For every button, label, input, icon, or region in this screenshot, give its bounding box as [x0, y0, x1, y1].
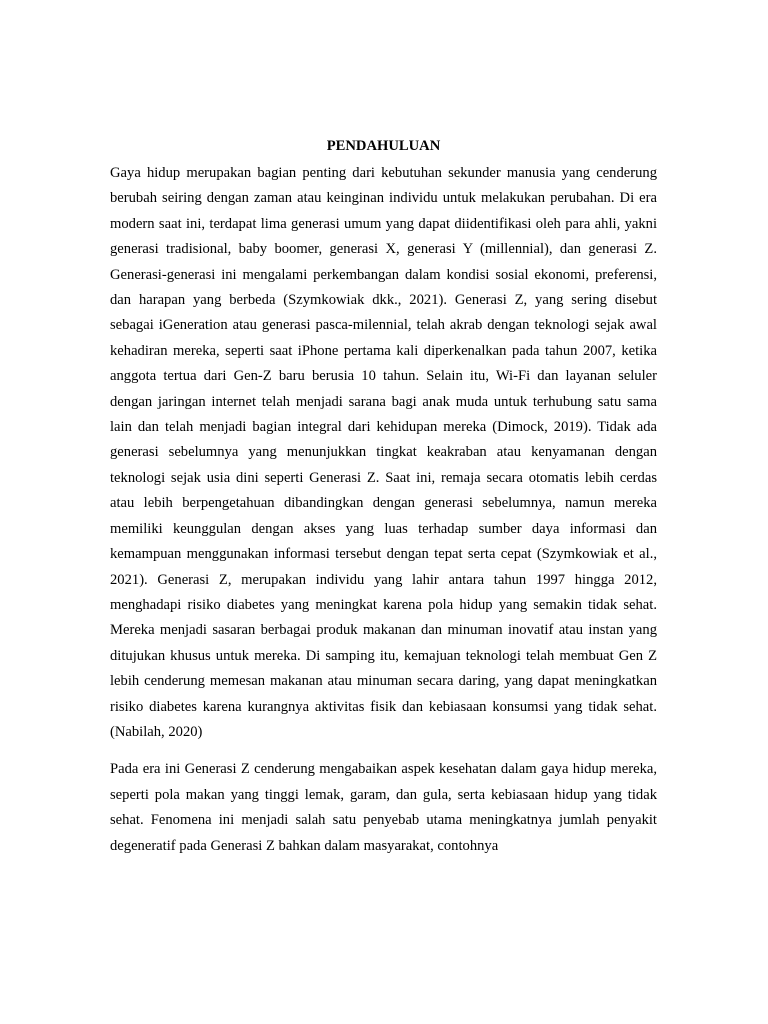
page-title: PENDAHULUAN — [326, 138, 441, 154]
paragraph-1: Gaya hidup merupakan bagian penting dari kebutuhan sekunder manusia yang cenderung berubah seiring dengan zaman atau keinginan individu untuk melakukan perubahan. Di era modern saat ini, terdapat lima generasi umum yang dapat diidentifikasi oleh para ahli, yakni generasi tradisional, baby boomer, generasi X, generasi Y (millennial), dan generasi Z. Generasi-generasi ini mengalami perkembangan dalam kondisi sosial ekonomi, preferensi, dan harapan yang berbeda (Szymkowiak dkk., 2021). Generasi Z, yang sering disebut sebagai iGeneration atau generasi pasca-milennial, telah akrab dengan teknologi sejak awal kehadiran mereka, seperti saat iPhone pertama kali diperkenalkan pada tahun 2007, ketika anggota tertua dari Gen-Z baru berusia 10 tahun. Selain itu, Wi-Fi dan layanan seluler dengan jaringan internet telah menjadi sarana bagi anak muda untuk terhubung satu sama lain dan telah menjadi bagian integral dari kehidupan mereka (Dimock, 2019). Tidak ada generasi sebelumnya yang menunjukkan tingkat keakraban atau kenyamanan dengan teknologi sejak usia dini seperti Generasi Z. Saat ini, remaja secara otomatis lebih cerdas atau lebih berpengetahuan dibandingkan dengan generasi sebelumnya, namun mereka memiliki keunggulan dengan akses yang luas terhadap sumber daya informasi dan kemampuan menggunakan informasi tersebut dengan tepat serta cepat (Szymkowiak et al., 2021). Generasi Z, merupakan individu yang lahir antara tahun 1997 hingga 2012, menghadapi risiko diabetes yang meningkat karena pola hidup yang semakin tidak sehat. Mereka menjadi sasaran berbagai produk makanan dan minuman inovatif atau instan yang ditujukan khusus untuk mereka. Di samping itu, kemajuan teknologi telah membuat Gen Z lebih cenderung memesan makanan atau minuman secara daring, yang dapat meningkatkan risiko diabetes karena kurangnya aktivitas fisik dan kebiasaan konsumsi yang tidak sehat.(Nabilah, 2020) — [110, 165, 657, 740]
document-body — [110, 136, 657, 859]
paragraph-2: Pada era ini Generasi Z cenderung mengabaikan aspek kesehatan dalam gaya hidup mereka, seperti pola makan yang tinggi lemak, garam, dan gula, serta kebiasaan hidup yang tidak sehat. Fenomena ini menjadi salah satu penyebab utama meningkatnya jumlah penyakit degeneratif pada Generasi Z bahkan dalam masyarakat, contohnya — [110, 761, 657, 854]
